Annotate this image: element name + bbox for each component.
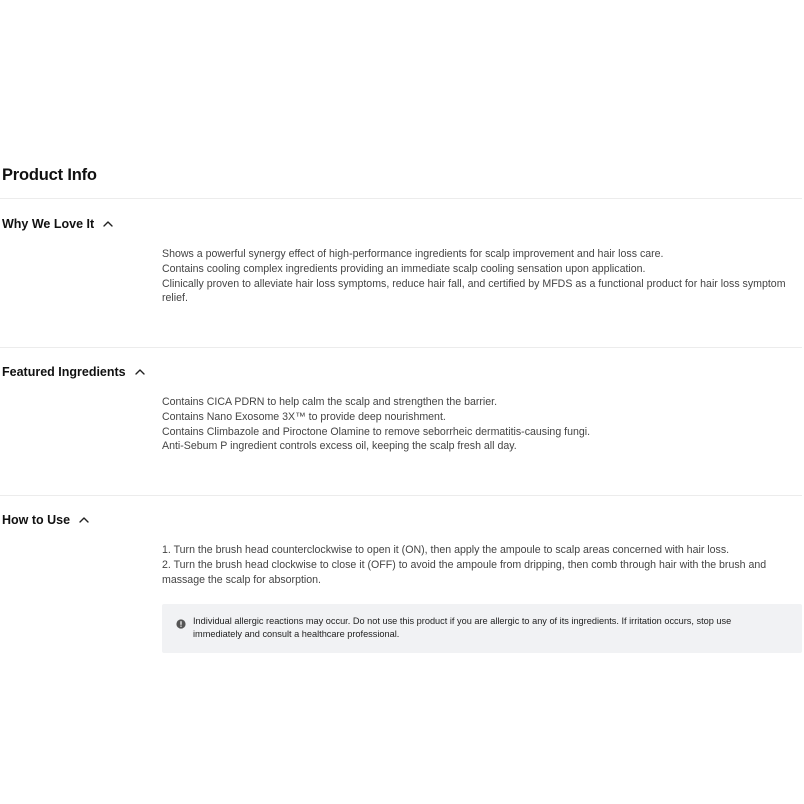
section-body-how-to-use [162,543,798,587]
section-body-featured-ingredients [162,395,798,454]
chevron-up-icon [78,514,90,526]
chevron-up-icon [102,218,114,230]
section-header-how-to-use[interactable] [2,511,90,529]
section-header-featured-ingredients[interactable] [2,363,146,381]
page-title: Product Info [2,166,97,184]
divider [0,347,802,348]
divider [0,495,802,496]
info-icon [176,616,186,626]
body-line: Shows a powerful synergy effect of high-performance ingredients for scalp improvement and hair loss care. [162,248,664,260]
body-line: Contains cooling complex ingredients providing an immediate scalp cooling sensation upon application. [162,262,646,275]
section-body-why-we-love-it [162,247,798,306]
body-line: Contains Climbazole and Piroctone Olamine to remove seborrheic dermatitis-causing fungi. [162,425,591,438]
divider [0,198,802,199]
body-line: 1. Turn the brush head counterclockwise to open it (ON), then apply the ampoule to scalp areas concerned with hair loss. [162,544,730,556]
notice-text: Individual allergic reactions may occur. Do not use this product if you are allergic to any of its ingredients. If irritation occurs, stop use immediately and consult a healthcare professional. [193,616,732,640]
section-title: How to Use [2,513,71,527]
section-title: Featured Ingredients [2,365,126,379]
section-title: Why We Love It [2,217,95,231]
allergy-notice [162,604,802,653]
body-line: Contains CICA PDRN to help calm the scalp and strengthen the barrier. [162,396,498,408]
chevron-up-icon [134,366,146,378]
body-line: Clinically proven to alleviate hair loss symptoms, reduce hair fall, and certified by MFDS as a functional product for hair loss symptom relief. [162,277,786,305]
body-line: Contains Nano Exosome 3X™ to provide deep nourishment. [162,410,446,423]
section-header-why-we-love-it[interactable] [2,215,114,233]
body-line: 2. Turn the brush head clockwise to close it (OFF) to avoid the ampoule from dripping, then comb through hair with the brush and massage the scalp for absorption. [162,558,767,586]
body-line: Anti-Sebum P ingredient controls excess oil, keeping the scalp fresh all day. [162,440,517,453]
